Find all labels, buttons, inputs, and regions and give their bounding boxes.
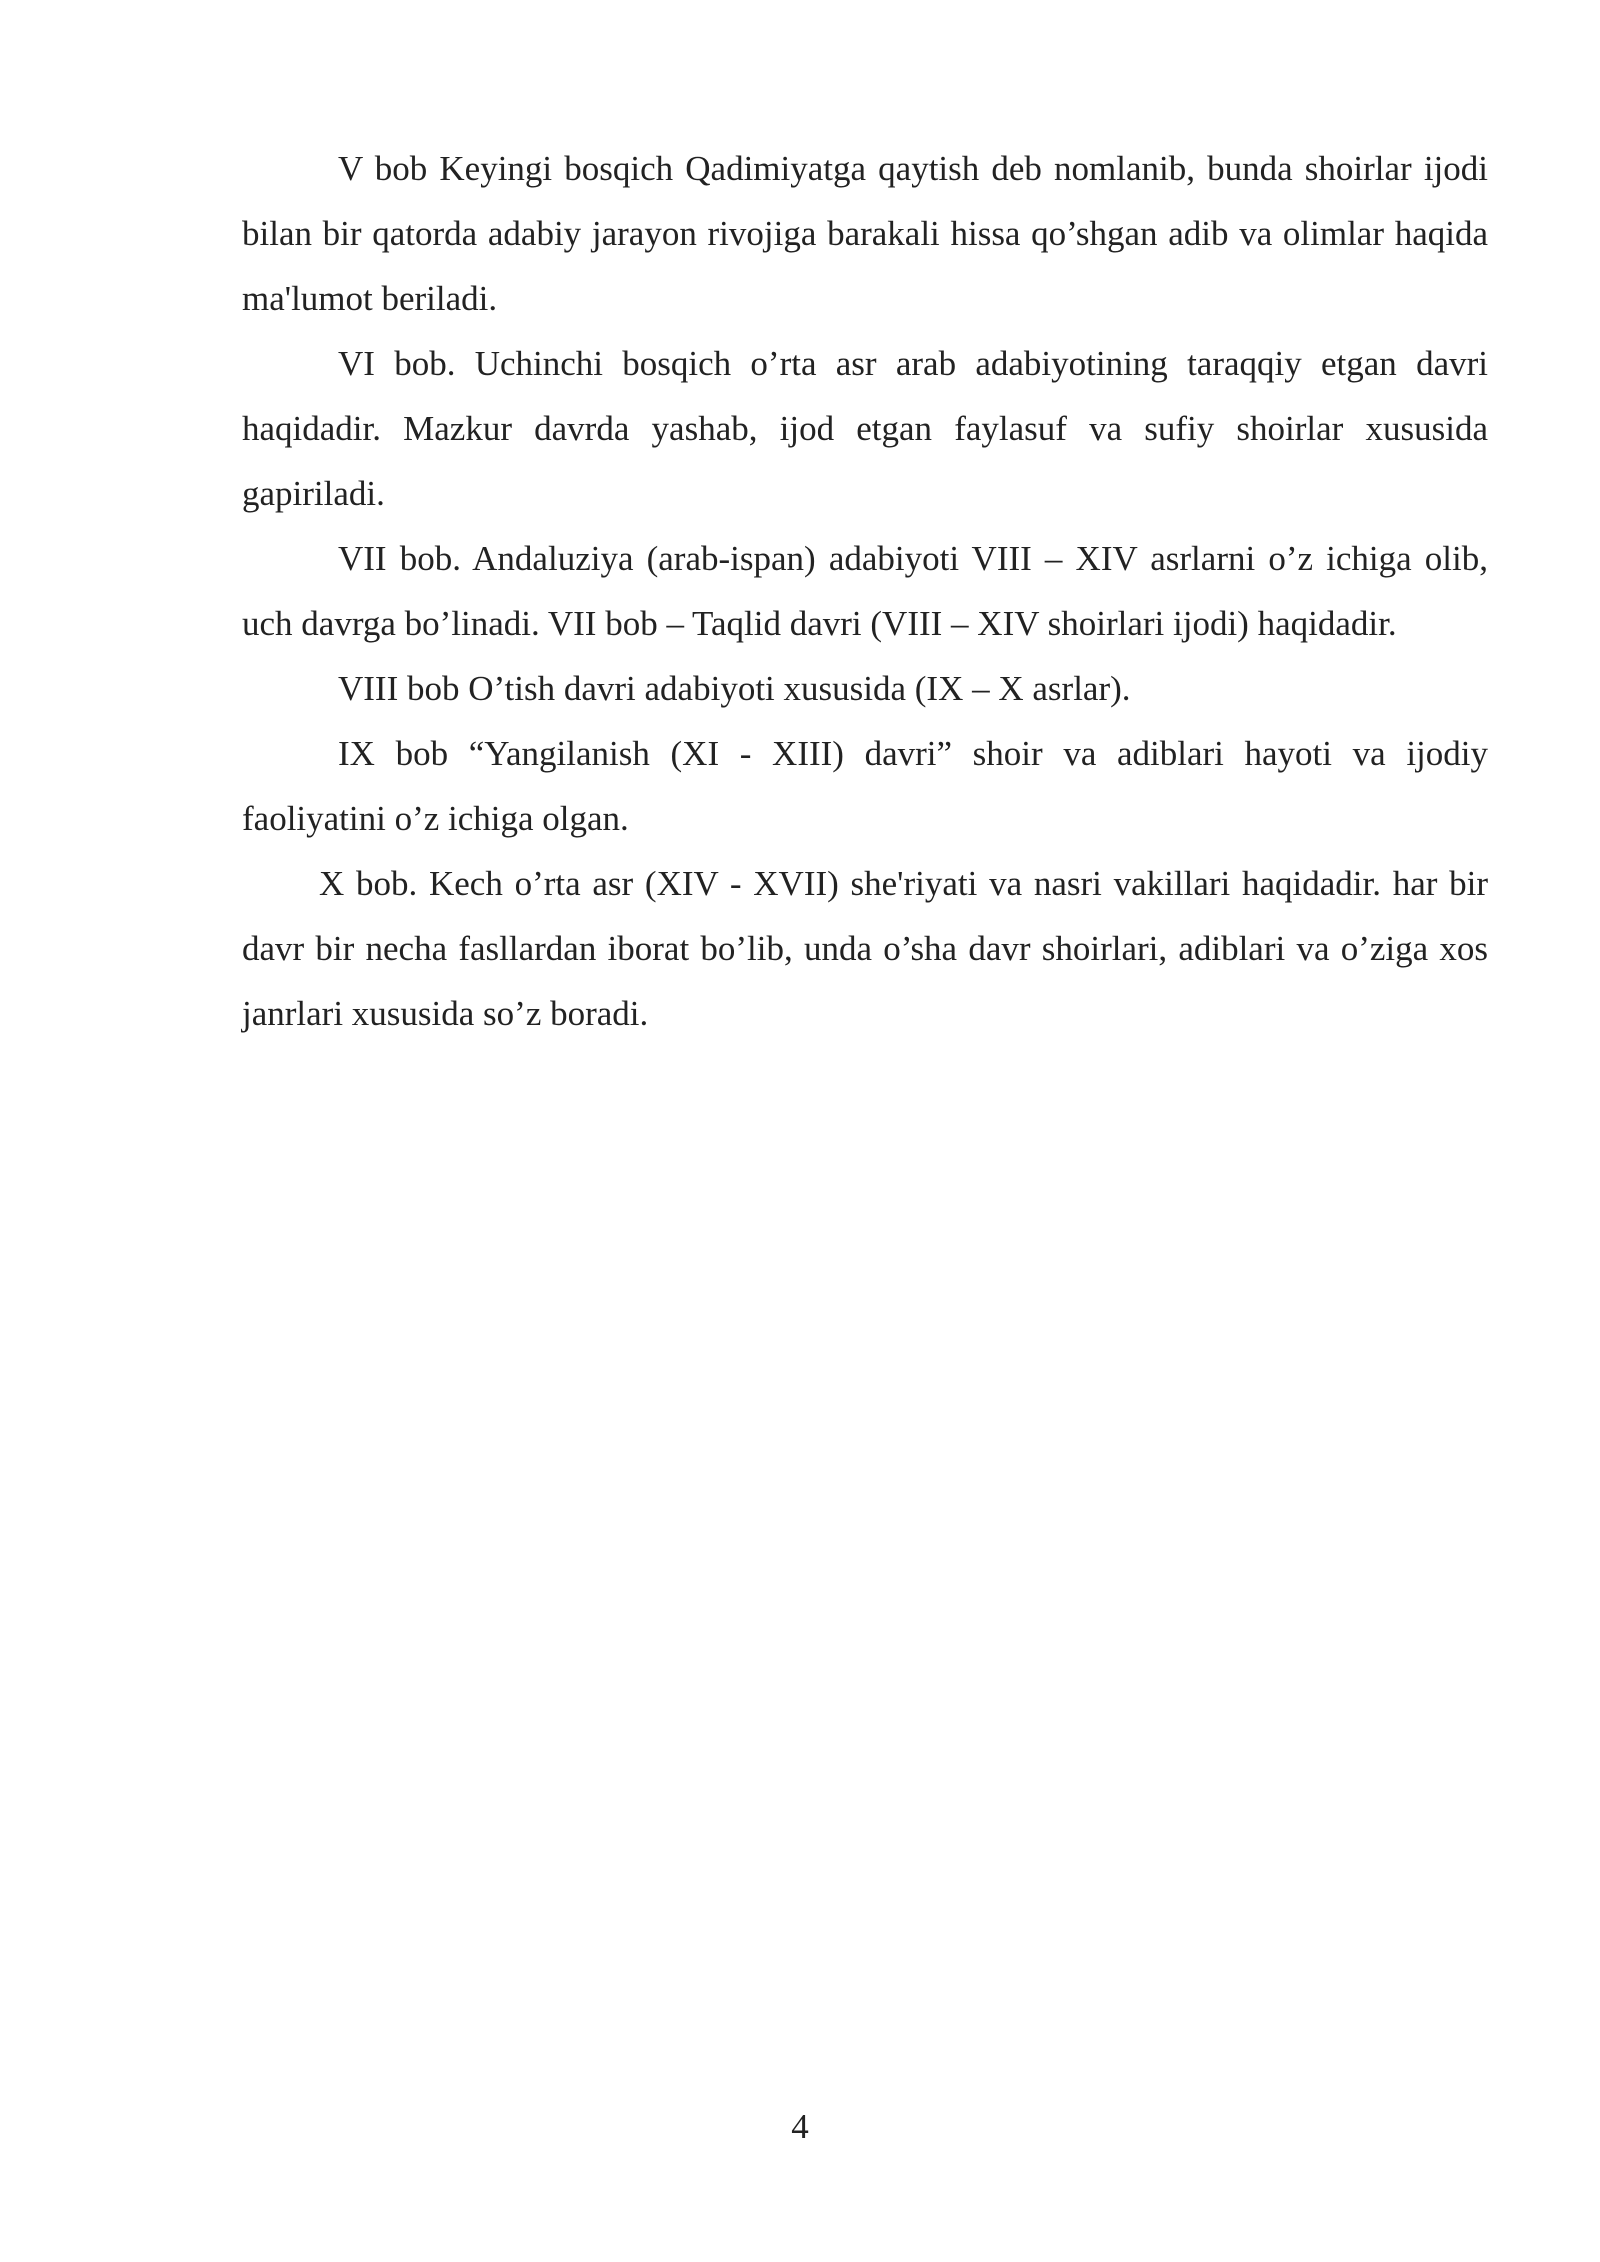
- paragraph-chapter-6: VI bob. Uchinchi bosqich o’rta asr arab adabiyotining taraqqiy etgan davri haqidadir. Mazkur davrda yashab, ijod etgan faylasuf va sufiy shoirlar xususida gapiriladi.: [242, 344, 1488, 513]
- paragraph-chapter-8: VIII bob O’tish davri adabiyoti xususida (IX – X asrlar).: [338, 669, 1131, 708]
- text-body: [242, 136, 1488, 1046]
- paragraph-chapter-10: X bob. Kech o’rta asr (XIV - XVII) she'riyati va nasri vakillari haqidadir. har bir davr bir necha fasllardan iborat bo’lib, unda o’sha davr shoirlari, adiblari va o’ziga xos janrlari xususida so’z boradi.: [242, 864, 1488, 1033]
- paragraph-chapter-7: VII bob. Andaluziya (arab-ispan) adabiyoti VIII – XIV asrlarni o’z ichiga olib, uch davrga bo’linadi. VII bob – Taqlid davri (VIII – XIV shoirlari ijodi) haqidadir.: [242, 539, 1488, 643]
- page-number: 4: [791, 2107, 809, 2146]
- paragraph-chapter-5: V bob Keyingi bosqich Qadimiyatga qaytish deb nomlanib, bunda shoirlar ijodi bilan bir qatorda adabiy jarayon rivojiga barakali hissa qo’shgan adib va olimlar haqida ma'lumot beriladi.: [242, 149, 1488, 318]
- paragraph-chapter-9: IX bob “Yangilanish (XI - XIII) davri” shoir va adiblari hayoti va ijodiy faoliyatini o’z ichiga olgan.: [242, 734, 1488, 838]
